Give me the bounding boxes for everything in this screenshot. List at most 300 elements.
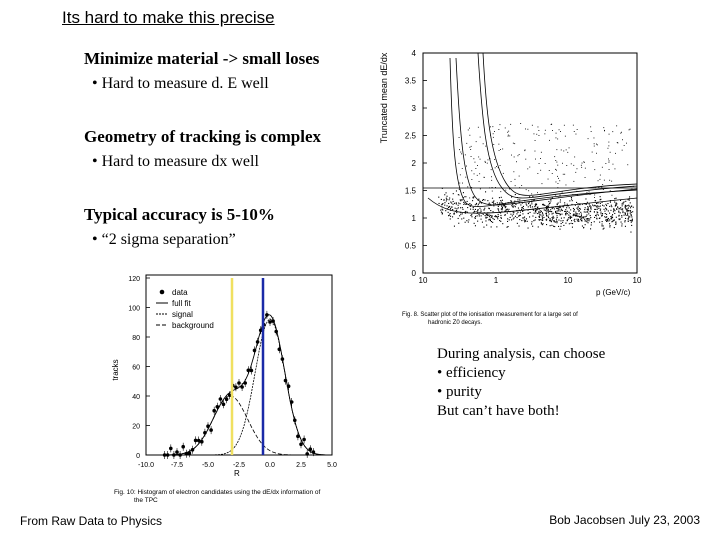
scatter-dot	[509, 219, 510, 220]
scatter-dot	[558, 203, 559, 204]
scatter-dot	[578, 207, 579, 208]
scatter-dot	[535, 205, 536, 206]
scatter-dot	[494, 159, 495, 160]
scatter-dot	[544, 209, 545, 210]
scatter-dot	[485, 191, 486, 192]
scatter-dot	[464, 196, 465, 197]
scatter-dot	[499, 202, 500, 203]
scatter-dot	[519, 199, 520, 200]
scatter-dot	[481, 215, 482, 216]
scatter-dot	[564, 174, 565, 175]
scatter-dot	[594, 146, 595, 147]
scatter-dot	[555, 169, 556, 170]
scatter-dot	[515, 179, 516, 180]
scatter-dot	[471, 216, 472, 217]
scatter-dot	[441, 212, 442, 213]
scatter-dot	[483, 143, 484, 144]
scatter-dot	[612, 214, 613, 215]
scatter-dot	[519, 219, 520, 220]
scatter-dot	[500, 165, 501, 166]
scatter-dot	[515, 194, 516, 195]
scatter-caption-1: Fig. 8. Scatter plot of the ionisation measurement for a large set of	[402, 312, 578, 318]
scatter-dot	[461, 153, 462, 154]
scatter-dot	[506, 209, 507, 210]
scatter-dot	[555, 195, 556, 196]
hist-ytick: 0	[136, 453, 140, 460]
scatter-dot	[566, 207, 567, 208]
scatter-dot	[556, 149, 557, 150]
scatter-dot	[514, 143, 515, 144]
point-bullet-accuracy: • “2 sigma separation”	[92, 231, 236, 248]
scatter-dot	[557, 139, 558, 140]
scatter-dot	[499, 220, 500, 221]
scatter-dot	[464, 203, 465, 204]
scatter-dot	[467, 186, 468, 187]
scatter-dot	[608, 218, 609, 219]
scatter-dot	[571, 199, 572, 200]
scatter-dot	[497, 217, 498, 218]
scatter-dot	[562, 192, 563, 193]
scatter-dot	[616, 125, 617, 126]
scatter-dot	[589, 206, 590, 207]
scatter-dot	[628, 208, 629, 209]
scatter-dot	[622, 223, 623, 224]
scatter-dot	[547, 210, 548, 211]
scatter-dot	[525, 159, 526, 160]
scatter-dot	[597, 214, 598, 215]
scatter-dot	[554, 156, 555, 157]
scatter-dot	[459, 137, 460, 138]
scatter-dot	[548, 206, 549, 207]
scatter-dot	[562, 163, 563, 164]
scatter-dot	[493, 200, 494, 201]
scatter-dot	[548, 209, 549, 210]
scatter-dot	[513, 143, 514, 144]
scatter-dot	[493, 211, 494, 212]
scatter-dot	[475, 218, 476, 219]
scatter-dot	[614, 227, 615, 228]
scatter-dot	[594, 212, 595, 213]
scatter-dot	[528, 213, 529, 214]
scatter-dot	[574, 215, 575, 216]
scatter-dot	[460, 207, 461, 208]
scatter-dot	[604, 205, 605, 206]
scatter-dot	[632, 220, 633, 221]
scatter-dot	[569, 147, 570, 148]
scatter-ytick: 0	[411, 269, 416, 278]
scatter-dot	[546, 215, 547, 216]
histogram-figure	[106, 270, 378, 504]
scatter-dot	[629, 196, 630, 197]
scatter-dot	[446, 199, 447, 200]
scatter-dot	[529, 216, 530, 217]
scatter-dot	[625, 208, 626, 209]
scatter-dot	[558, 208, 559, 209]
scatter-dot	[496, 166, 497, 167]
scatter-dot	[490, 219, 491, 220]
scatter-dot	[470, 206, 471, 207]
scatter-dot	[556, 133, 557, 134]
scatter-dot	[536, 134, 537, 135]
scatter-dot	[538, 226, 539, 227]
scatter-dot	[520, 212, 521, 213]
scatter-dot	[490, 210, 491, 211]
scatter-dot	[590, 126, 591, 127]
scatter-dot	[537, 213, 538, 214]
scatter-ytick: 2.5	[404, 131, 416, 141]
scatter-dot	[459, 163, 460, 164]
scatter-dot	[565, 209, 566, 210]
scatter-dot	[543, 217, 544, 218]
hist-xtick: -10.0	[138, 462, 154, 469]
scatter-dot	[598, 208, 599, 209]
scatter-dot	[582, 217, 583, 218]
scatter-dot	[491, 221, 492, 222]
scatter-dot	[597, 212, 598, 213]
scatter-dot	[451, 207, 452, 208]
slide-title: Its hard to make this precise	[62, 8, 275, 27]
scatter-dot	[542, 224, 543, 225]
scatter-dot	[572, 227, 573, 228]
scatter-dot	[492, 126, 493, 127]
scatter-dot	[581, 216, 582, 217]
scatter-dot	[493, 144, 494, 145]
scatter-dot	[624, 221, 625, 222]
scatter-dot	[479, 202, 480, 203]
scatter-dot	[452, 209, 453, 210]
scatter-dot	[450, 218, 451, 219]
scatter-dot	[515, 185, 516, 186]
scatter-dot	[492, 218, 493, 219]
scatter-dot	[542, 220, 543, 221]
scatter-dot	[492, 222, 493, 223]
scatter-dot	[585, 177, 586, 178]
scatter-dot	[458, 207, 459, 208]
scatter-dot	[496, 226, 497, 227]
scatter-dot	[560, 229, 561, 230]
scatter-dot	[550, 219, 551, 220]
scatter-dot	[477, 212, 478, 213]
scatter-dot	[608, 210, 609, 211]
scatter-dot	[540, 215, 541, 216]
scatter-dot	[491, 169, 492, 170]
scatter-dot	[622, 150, 623, 151]
scatter-dot	[498, 214, 499, 215]
scatter-dot	[630, 207, 631, 208]
scatter-dot	[594, 217, 595, 218]
scatter-dot	[475, 225, 476, 226]
scatter-dot	[585, 207, 586, 208]
scatter-dot	[507, 221, 508, 222]
scatter-dot	[588, 209, 589, 210]
scatter-dot	[463, 218, 464, 219]
scatter-dot	[585, 220, 586, 221]
scatter-dot	[557, 208, 558, 209]
scatter-curve-low	[428, 198, 637, 213]
scatter-dot	[523, 208, 524, 209]
scatter-dot	[475, 168, 476, 169]
scatter-dot	[573, 215, 574, 216]
scatter-dot	[604, 209, 605, 210]
scatter-dot	[631, 215, 632, 216]
scatter-dot	[538, 216, 539, 217]
scatter-dot	[456, 202, 457, 203]
scatter-dot	[563, 174, 564, 175]
scatter-dot	[471, 156, 472, 157]
hist-xlabel: R	[234, 469, 240, 478]
scatter-dot	[524, 217, 525, 218]
scatter-dot	[453, 213, 454, 214]
scatter-dot	[497, 218, 498, 219]
scatter-dot	[448, 212, 449, 213]
scatter-xtick-2: 1	[493, 276, 499, 285]
scatter-dot	[612, 195, 613, 196]
scatter-dot	[561, 150, 562, 151]
scatter-dot	[579, 208, 580, 209]
scatter-dot	[465, 211, 466, 212]
scatter-dot	[600, 179, 601, 180]
scatter-dot	[602, 221, 603, 222]
scatter-dot	[500, 215, 501, 216]
scatter-dot	[627, 164, 628, 165]
scatter-dot	[500, 221, 501, 222]
scatter-dot	[505, 214, 506, 215]
scatter-dot	[600, 210, 601, 211]
scatter-dot	[554, 226, 555, 227]
note-line-1: During analysis, can choose	[437, 346, 606, 362]
scatter-dot	[488, 219, 489, 220]
scatter-dot	[542, 216, 543, 217]
scatter-dot	[540, 212, 541, 213]
scatter-dot	[616, 223, 617, 224]
scatter-dot	[596, 203, 597, 204]
scatter-dot	[526, 205, 527, 206]
scatter-dot	[559, 213, 560, 214]
point-heading-material: Minimize material -> small loses	[84, 49, 320, 68]
scatter-dot	[507, 227, 508, 228]
scatter-dot	[539, 220, 540, 221]
scatter-dot	[584, 219, 585, 220]
scatter-dot	[604, 216, 605, 217]
scatter-dot	[477, 221, 478, 222]
scatter-dot	[566, 185, 567, 186]
scatter-dot	[550, 200, 551, 201]
scatter-dot	[511, 201, 512, 202]
scatter-dot	[616, 202, 617, 203]
scatter-dot	[546, 224, 547, 225]
scatter-dot	[628, 218, 629, 219]
scatter-dot	[469, 198, 470, 199]
scatter-dot	[600, 206, 601, 207]
scatter-dot	[620, 219, 621, 220]
scatter-dot	[578, 220, 579, 221]
scatter-dot	[533, 210, 534, 211]
scatter-dot	[441, 199, 442, 200]
hist-ytick: 20	[132, 423, 140, 431]
scatter-dot	[569, 223, 570, 224]
scatter-dot	[570, 209, 571, 210]
scatter-dot	[527, 129, 528, 130]
scatter-dot	[615, 204, 616, 205]
scatter-dot	[439, 203, 440, 204]
scatter-dot	[542, 218, 543, 219]
scatter-dot	[559, 207, 560, 208]
scatter-dot	[573, 208, 574, 209]
scatter-dot	[524, 221, 525, 222]
scatter-dot	[598, 180, 599, 181]
scatter-dot	[461, 218, 462, 219]
scatter-dot	[537, 192, 538, 193]
scatter-dot	[567, 204, 568, 205]
scatter-dot	[560, 220, 561, 221]
scatter-dot	[555, 222, 556, 223]
scatter-dot	[548, 201, 549, 202]
scatter-dot	[472, 200, 473, 201]
scatter-dot	[491, 226, 492, 227]
scatter-dot	[515, 206, 516, 207]
scatter-dot	[527, 168, 528, 169]
scatter-dot	[529, 167, 530, 168]
scatter-dot	[557, 217, 558, 218]
scatter-dot	[486, 225, 487, 226]
scatter-dot	[584, 211, 585, 212]
scatter-dot	[606, 216, 607, 217]
scatter-dot	[451, 203, 452, 204]
scatter-dot	[538, 127, 539, 128]
scatter-dot	[480, 137, 481, 138]
scatter-dot	[505, 190, 506, 191]
scatter-dot	[596, 144, 597, 145]
hist-ytick: 60	[132, 364, 140, 372]
scatter-ytick: 1.5	[404, 186, 416, 196]
scatter-dot	[571, 217, 572, 218]
scatter-dot	[460, 152, 461, 153]
scatter-dot	[476, 204, 477, 205]
scatter-dot	[447, 196, 448, 197]
scatter-dot	[555, 160, 556, 161]
scatter-dot	[550, 220, 551, 221]
scatter-dot	[521, 185, 522, 186]
scatter-dot	[589, 220, 590, 221]
scatter-dot	[513, 207, 514, 208]
scatter-dot	[592, 205, 593, 206]
scatter-dot	[486, 214, 487, 215]
scatter-dot	[462, 183, 463, 184]
scatter-dot	[528, 206, 529, 207]
scatter-dot	[609, 206, 610, 207]
scatter-dot	[574, 131, 575, 132]
scatter-dot	[617, 142, 618, 143]
scatter-dot	[502, 207, 503, 208]
scatter-dot	[631, 206, 632, 207]
scatter-dot	[590, 228, 591, 229]
scatter-dot	[595, 209, 596, 210]
scatter-dot	[556, 208, 557, 209]
scatter-dot	[471, 214, 472, 215]
scatter-dot	[508, 135, 509, 136]
scatter-dot	[579, 210, 580, 211]
scatter-dot	[489, 208, 490, 209]
scatter-dot	[466, 143, 467, 144]
scatter-dot	[568, 217, 569, 218]
scatter-dot	[627, 213, 628, 214]
scatter-dot	[550, 225, 551, 226]
scatter-dot	[577, 168, 578, 169]
scatter-dot	[546, 220, 547, 221]
scatter-dot	[593, 161, 594, 162]
scatter-dot	[452, 199, 453, 200]
scatter-dot	[615, 168, 616, 169]
legend-signal: signal	[172, 310, 193, 319]
legend-marker-data	[160, 290, 165, 295]
scatter-dot	[594, 195, 595, 196]
scatter-dot	[523, 206, 524, 207]
scatter-dot	[622, 203, 623, 204]
scatter-dot	[594, 138, 595, 139]
scatter-dot	[518, 215, 519, 216]
scatter-dot	[581, 167, 582, 168]
scatter-dot	[509, 189, 510, 190]
scatter-dot	[510, 214, 511, 215]
scatter-dot	[539, 135, 540, 136]
scatter-dot	[488, 159, 489, 160]
scatter-dot	[627, 205, 628, 206]
scatter-dot	[498, 129, 499, 130]
scatter-dot	[611, 205, 612, 206]
scatter-dot	[499, 197, 500, 198]
scatter-dot	[470, 209, 471, 210]
scatter-dot	[625, 218, 626, 219]
scatter-dot	[553, 217, 554, 218]
scatter-dot	[449, 215, 450, 216]
scatter-dot	[606, 208, 607, 209]
legend-fullfit: full fit	[172, 299, 191, 308]
scatter-dot	[493, 203, 494, 204]
scatter-dot	[566, 149, 567, 150]
scatter-dot	[591, 224, 592, 225]
scatter-dot	[535, 219, 536, 220]
scatter-dot	[574, 221, 575, 222]
scatter-dot	[450, 213, 451, 214]
scatter-dot	[446, 200, 447, 201]
scatter-dot	[479, 214, 480, 215]
point-bullet-geometry: • Hard to measure dx well	[92, 153, 259, 170]
scatter-dot	[510, 124, 511, 125]
scatter-dot	[586, 214, 587, 215]
scatter-dot	[447, 205, 448, 206]
scatter-dot	[545, 213, 546, 214]
scatter-dot	[583, 161, 584, 162]
scatter-dot	[563, 220, 564, 221]
hist-ytick: 40	[132, 394, 140, 401]
scatter-dot	[459, 183, 460, 184]
scatter-dot	[535, 212, 536, 213]
scatter-dot	[569, 207, 570, 208]
scatter-dot	[591, 131, 592, 132]
scatter-dot	[522, 213, 523, 214]
scatter-dot	[543, 215, 544, 216]
scatter-dot	[517, 212, 518, 213]
scatter-dot	[485, 215, 486, 216]
scatter-dot	[621, 217, 622, 218]
scatter-dot	[481, 219, 482, 220]
scatter-dot	[548, 217, 549, 218]
scatter-dot	[540, 210, 541, 211]
scatter-dot	[471, 146, 472, 147]
scatter-dot	[591, 206, 592, 207]
scatter-dot	[562, 222, 563, 223]
hist-caption-1: Fig. 10: Histogram of electron candidates using the dE/dx information of	[114, 489, 321, 496]
